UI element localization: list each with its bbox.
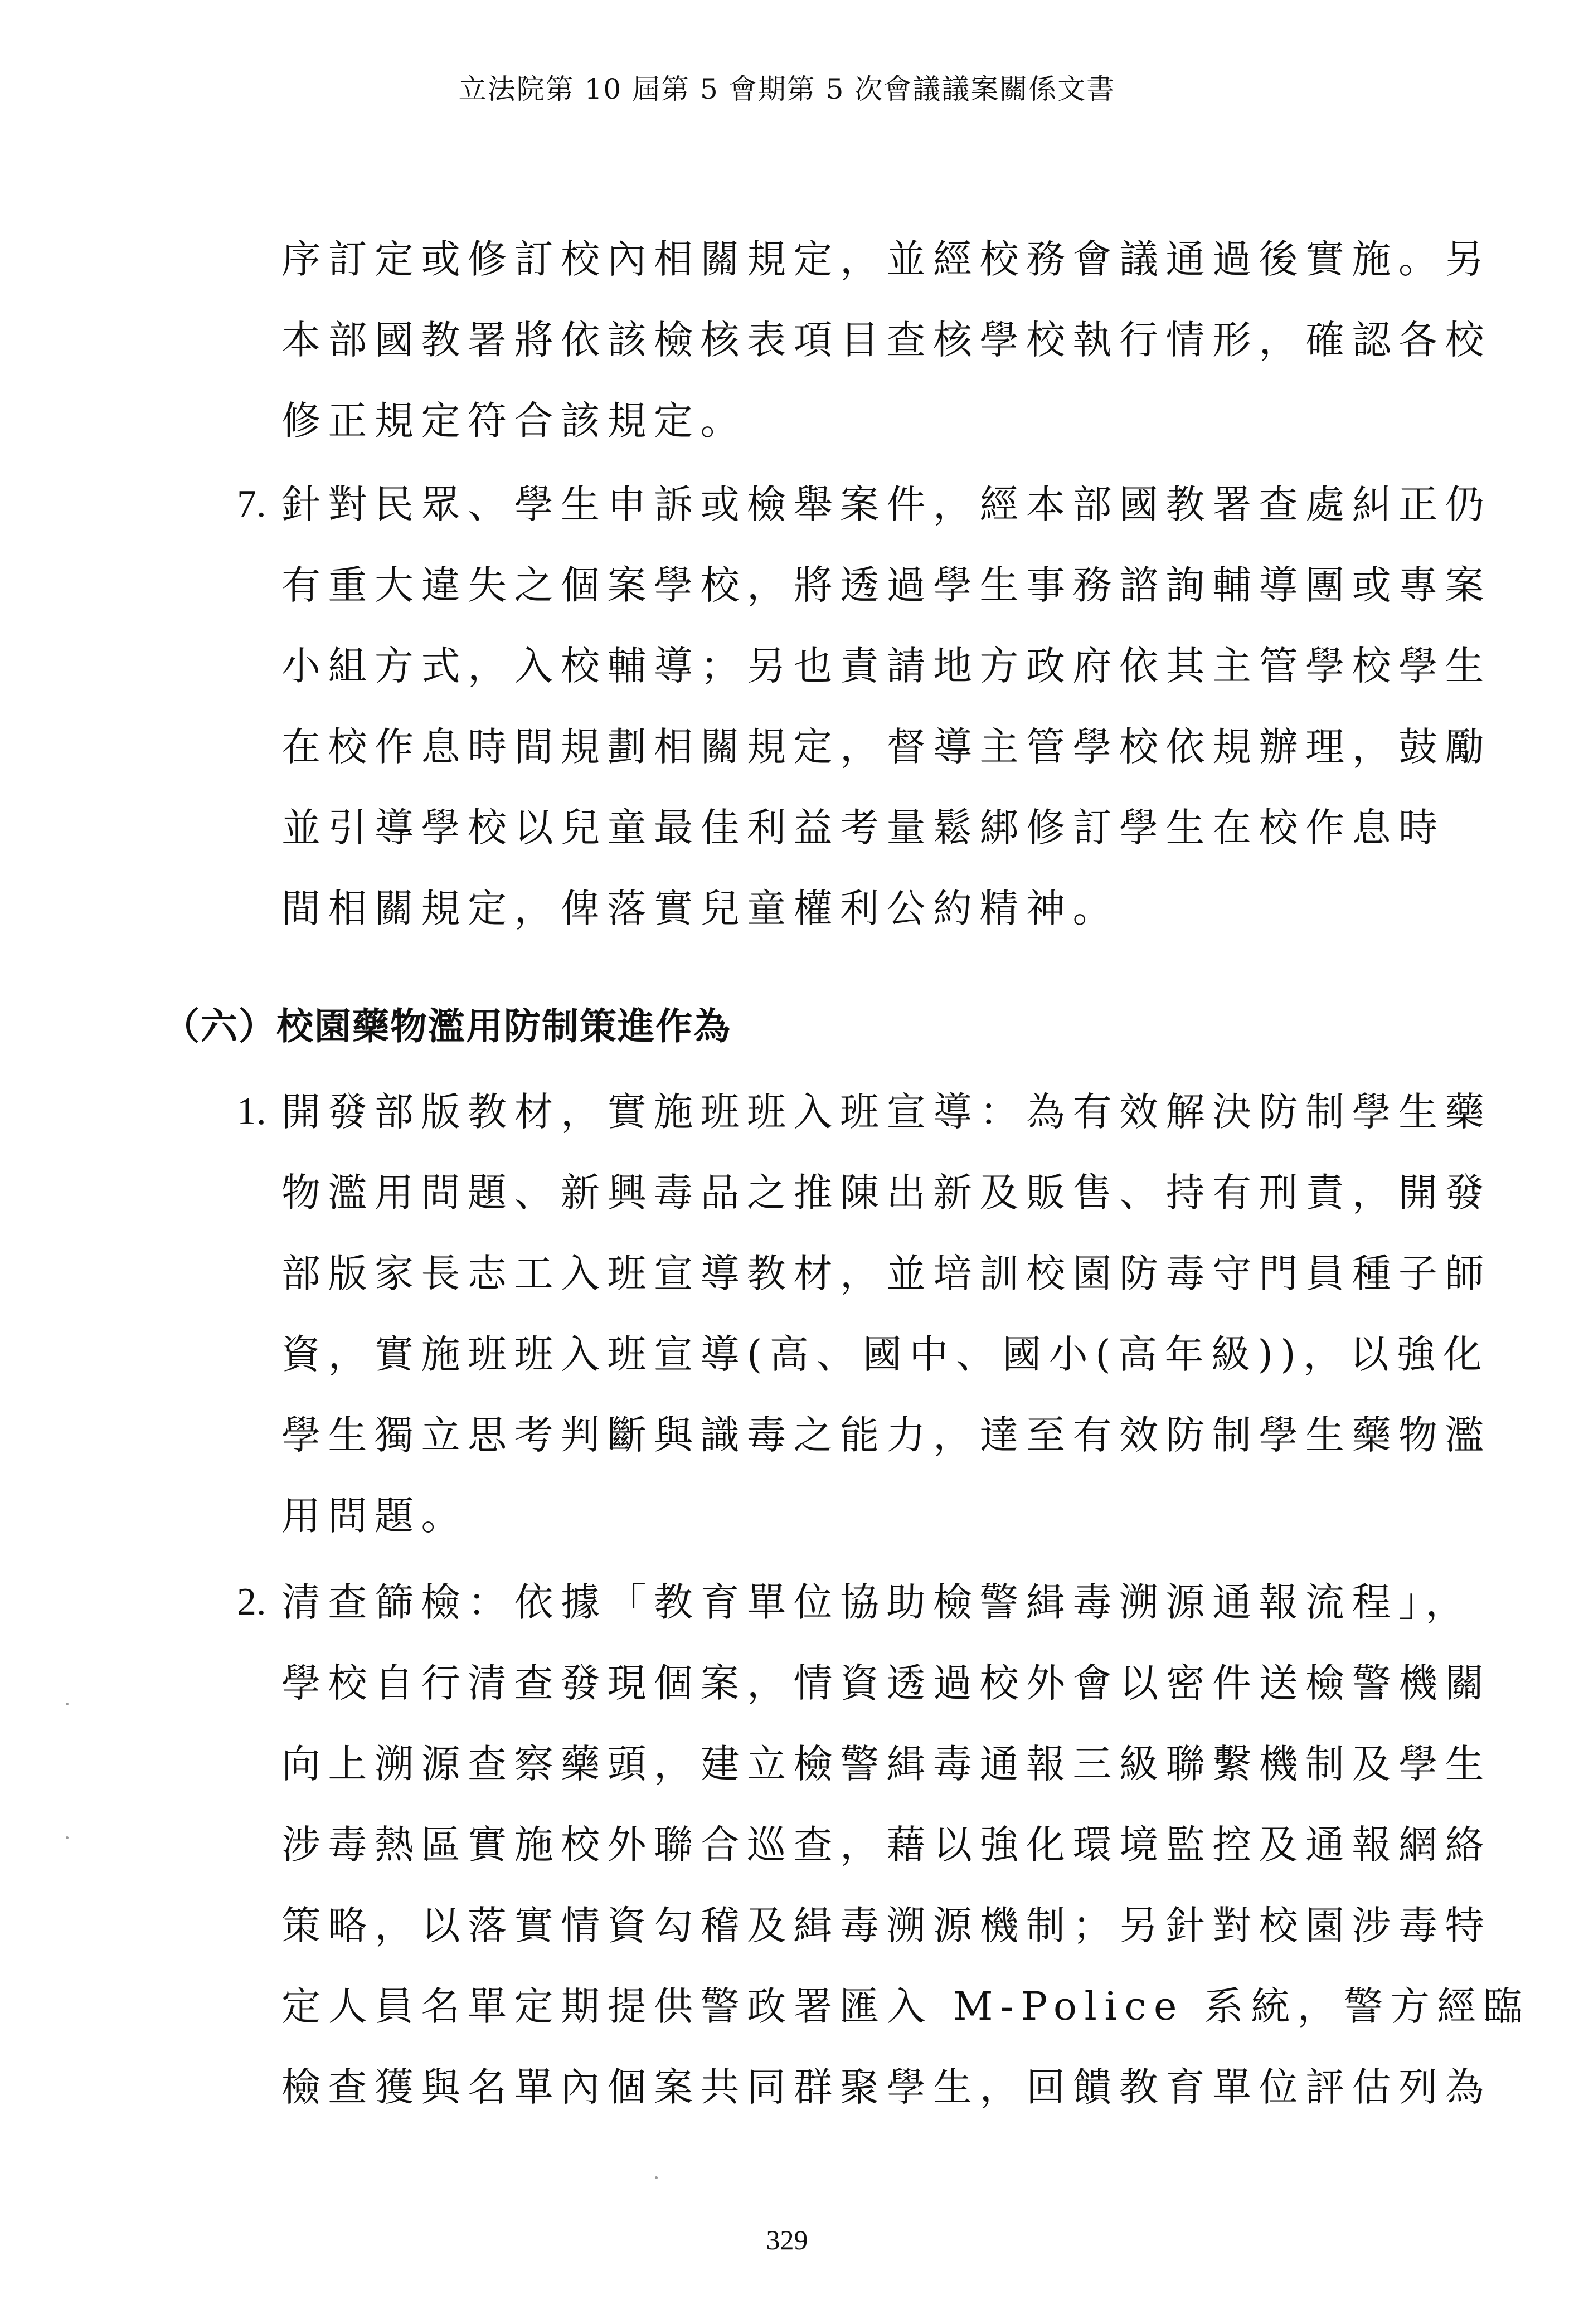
paragraph-line: 檢查獲與名單內個案共同群聚學生，回饋教育單位評估列為 [281, 2064, 1492, 2110]
page-number: 329 [766, 2224, 808, 2255]
paragraph-line: 資，實施班班入班宣導(高、國中、國小(高年級))，以強化 [281, 1331, 1490, 1377]
list-item-number: 1. [237, 1090, 266, 1133]
paragraph-line: 本部國教署將依該檢核表項目查核學校執行情形，確認各校 [281, 317, 1492, 363]
paragraph-line: 學生獨立思考判斷與識毒之能力，達至有效防制學生藥物濫 [281, 1412, 1492, 1458]
document-header: 立法院第 10 屆第 5 會期第 5 次會議議案關係文書 [458, 73, 1116, 105]
paragraph-line: 在校作息時間規劃相關規定，督導主管學校依規辦理，鼓勵 [281, 724, 1492, 770]
paragraph-line: 涉毒熱區實施校外聯合巡查，藉以強化環境監控及通報網絡 [281, 1822, 1492, 1868]
list-item-number: 7. [237, 483, 266, 526]
paragraph-line: 修正規定符合該規定。 [281, 398, 747, 444]
paragraph-line: 向上溯源查察藥頭，建立檢警緝毒通報三級聯繫機制及學生 [281, 1741, 1492, 1787]
paragraph-line: 有重大違失之個案學校，將透過學生事務諮詢輔導團或專案 [281, 562, 1492, 608]
paragraph-line: 學校自行清查發現個案，情資透過校外會以密件送檢警機關 [281, 1660, 1492, 1706]
paragraph-line: 並引導學校以兒童最佳利益考量鬆綁修訂學生在校作息時 [281, 805, 1445, 850]
paragraph-line: 策略，以落實情資勾稽及緝毒溯源機制；另針對校園涉毒特 [281, 1903, 1492, 1948]
list-item-number: 2. [237, 1581, 266, 1623]
paragraph-line: 定人員名單定期提供警政署匯入 M-Police 系統，警方經臨 [281, 1983, 1531, 2029]
paragraph-line: 部版家長志工入班宣導教材，並培訓校園防毒守門員種子師 [281, 1251, 1492, 1296]
paragraph-line: 開發部版教材，實施班班入班宣導：為有效解決防制學生藥 [281, 1089, 1492, 1135]
scan-artifact [66, 1836, 69, 1839]
scan-artifact [655, 2176, 658, 2179]
paragraph-line: 針對民眾、學生申訴或檢舉案件，經本部國教署查處糾正仍 [281, 482, 1492, 527]
section-heading: （六）校園藥物濫用防制策進作為 [163, 1004, 731, 1048]
paragraph-line: 序訂定或修訂校內相關規定，並經校務會議通過後實施。另 [281, 236, 1492, 282]
paragraph-line: 間相關規定，俾落實兒童權利公約精神。 [281, 886, 1119, 931]
paragraph-line: 用問題。 [281, 1493, 468, 1539]
scan-artifact [66, 1703, 69, 1705]
paragraph-line: 小組方式，入校輔導；另也責請地方政府依其主管學校學生 [281, 643, 1492, 689]
paragraph-line: 清查篩檢：依據「教育單位協助檢警緝毒溯源通報流程」， [281, 1579, 1472, 1625]
paragraph-line: 物濫用問題、新興毒品之推陳出新及販售、持有刑責，開發 [281, 1170, 1492, 1216]
